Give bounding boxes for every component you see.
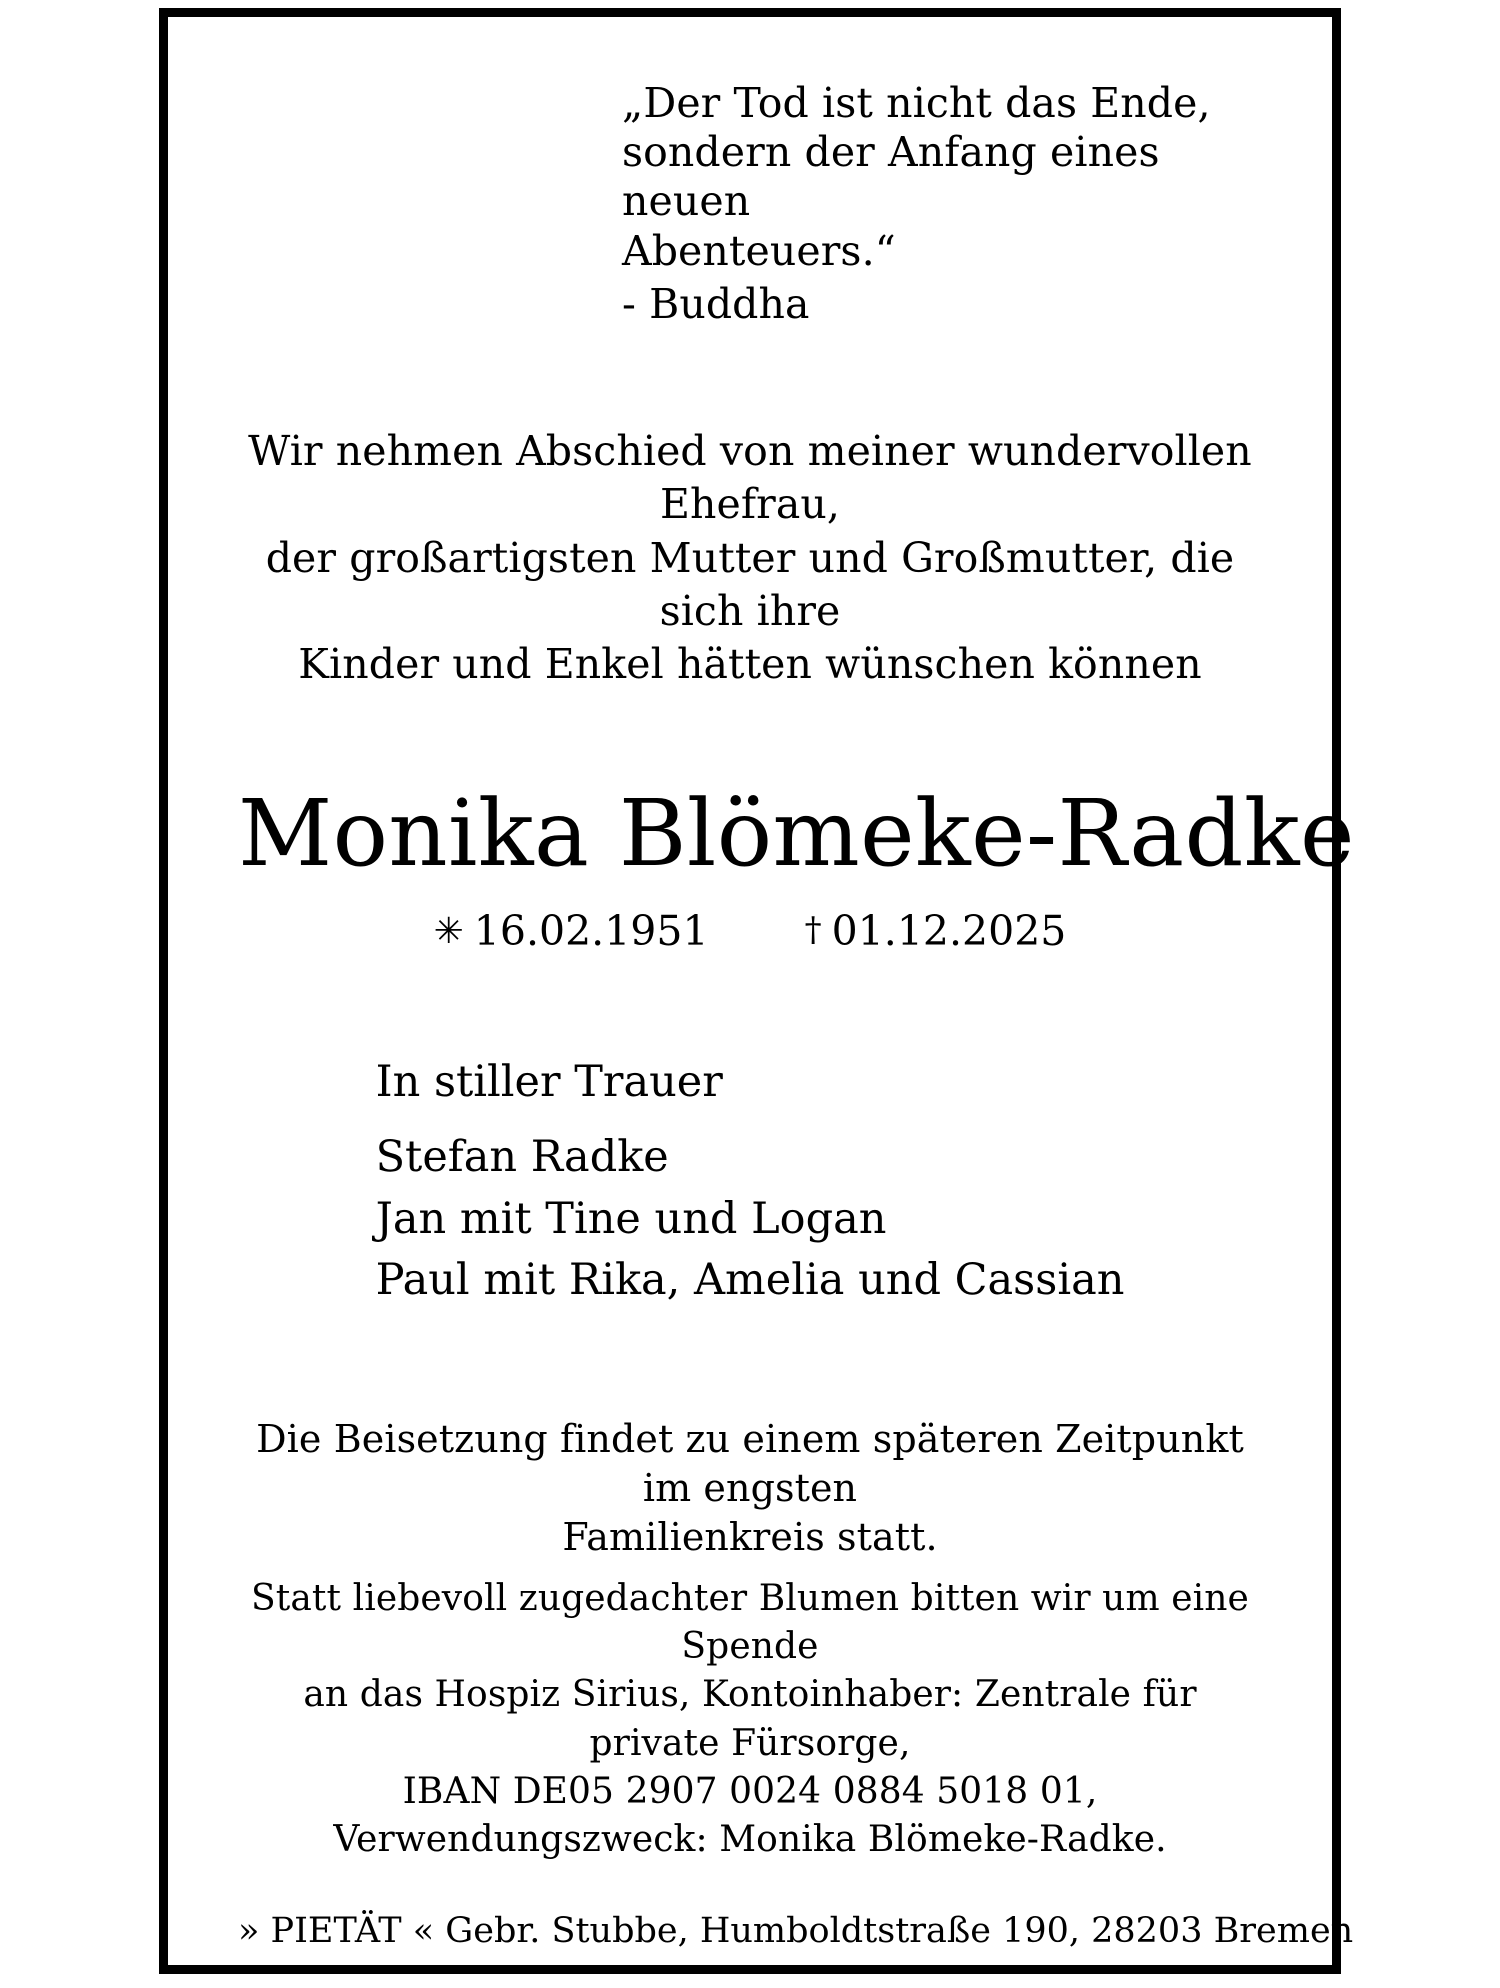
asterisk-birth-icon: ✳	[433, 911, 464, 953]
quote-line-2: sondern der Anfang eines neuen	[622, 128, 1173, 226]
deceased-name: Monika Blömeke-Radke	[238, 780, 1355, 888]
donation-reference: Verwendungszweck: Monika Blömeke-Radke.	[333, 1818, 1167, 1860]
mourner-name-1: Stefan Radke	[375, 1132, 669, 1183]
mourner-name-2: Jan mit Tine und Logan	[375, 1193, 887, 1244]
death-date: 01.12.2025	[831, 907, 1067, 956]
quote-attribution: - Buddha	[622, 279, 810, 328]
birth-date-item	[434, 907, 709, 956]
farewell-line-1: Wir nehmen Abschied von meiner wundervollen Ehefrau,	[248, 426, 1252, 529]
donation-line-2: an das Hospiz Sirius, Kontoinhaber: Zentrale für private Fürsorge,	[303, 1674, 1197, 1764]
mourners-block	[238, 1052, 1262, 1310]
life-dates	[238, 907, 1262, 956]
mourners-list	[376, 1052, 1125, 1310]
obituary-notice-card	[159, 8, 1355, 1974]
death-date-item	[805, 907, 1067, 956]
farewell-message	[238, 425, 1262, 691]
farewell-line-3: Kinder und Enkel hätten wünschen können	[298, 640, 1202, 689]
donation-iban: IBAN DE05 2907 0024 0884 5018 01,	[402, 1770, 1098, 1812]
mourners-lead: In stiller Trauer	[375, 1057, 723, 1108]
burial-line-2: Familienkreis statt.	[562, 1515, 938, 1560]
quote-block	[622, 79, 1262, 329]
dagger-death-icon: †	[804, 910, 822, 951]
farewell-line-2: der großartigsten Mutter und Großmutter, die sich ihre	[265, 533, 1235, 635]
mourner-name-3: Paul mit Rika, Amelia und Cassian	[375, 1254, 1125, 1305]
funeral-home-credit: » PIETÄT « Gebr. Stubbe, Humboldtstraße 190, 28203 Bremen	[238, 1911, 1354, 1952]
birth-date: 16.02.1951	[473, 907, 709, 956]
donation-line-1: Statt liebevoll zugedachter Blumen bitten wir um eine Spende	[251, 1577, 1249, 1668]
burial-line-1: Die Beisetzung findet zu einem späteren Zeitpunkt im engsten	[256, 1416, 1244, 1511]
donation-block	[238, 1575, 1262, 1864]
quote-line-3: Abenteuers.“	[622, 226, 896, 275]
closing-block	[238, 1415, 1262, 1865]
quote-line-1: „Der Tod ist nicht das Ende,	[622, 79, 1211, 127]
